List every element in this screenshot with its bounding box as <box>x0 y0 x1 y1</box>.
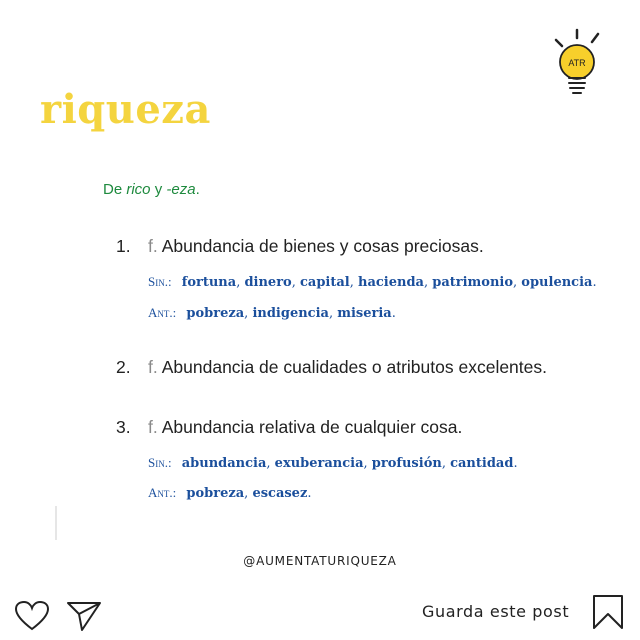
synonym-link[interactable]: abundancia <box>181 456 267 471</box>
etymology-prefix: De <box>103 181 123 198</box>
etymology-suffix-link[interactable]: -eza <box>166 181 196 198</box>
synonym-link[interactable]: hacienda <box>358 275 424 290</box>
grammar-tag: f. <box>148 417 158 437</box>
bookmark-icon[interactable] <box>592 594 624 630</box>
heart-icon[interactable] <box>14 600 50 632</box>
lightbulb-icon <box>550 26 606 98</box>
synonym-link[interactable]: capital <box>300 275 350 290</box>
synonyms-3: Sin.: abundancia, exuberancia, profusión, cantidad. <box>148 455 518 471</box>
antonyms-3: Ant.: pobreza, escasez. <box>148 485 312 501</box>
etymology-joiner: y <box>154 181 163 198</box>
synonym-link[interactable]: opulencia <box>521 275 593 290</box>
antonyms-label: Ant.: <box>148 485 177 500</box>
etymology-base-link[interactable]: rico <box>126 181 151 198</box>
antonym-link[interactable]: indigencia <box>252 306 329 321</box>
definition-1 <box>116 236 484 257</box>
synonym-link[interactable]: exuberancia <box>274 456 364 471</box>
faint-divider <box>55 506 57 540</box>
grammar-tag: f. <box>148 236 158 256</box>
definition-text: Abundancia de cualidades o atributos excelentes. <box>161 357 547 377</box>
synonyms-label: Sin.: <box>148 455 172 470</box>
synonyms-1: Sin.: fortuna, dinero, capital, hacienda, patrimonio, opulencia. <box>148 274 597 290</box>
synonym-link[interactable]: fortuna <box>181 275 237 290</box>
synonym-link[interactable]: cantidad <box>450 456 514 471</box>
definition-number: 2. <box>116 357 131 377</box>
antonyms-1: Ant.: pobreza, indigencia, miseria. <box>148 305 396 321</box>
antonym-link[interactable]: pobreza <box>186 306 245 321</box>
grammar-tag: f. <box>148 357 158 377</box>
definition-3 <box>116 417 462 438</box>
antonym-link[interactable]: miseria <box>337 306 392 321</box>
definition-text: Abundancia relativa de cualquier cosa. <box>161 417 463 437</box>
antonyms-label: Ant.: <box>148 305 177 320</box>
account-handle: @AUMENTATURIQUEZA <box>243 554 397 568</box>
definition-number: 1. <box>116 236 131 256</box>
definition-2 <box>116 357 547 378</box>
etymology-end: . <box>195 181 200 198</box>
definition-number: 3. <box>116 417 131 437</box>
etymology <box>103 181 200 198</box>
definition-text: Abundancia de bienes y cosas preciosas. <box>161 236 484 256</box>
save-post-label: Guarda este post <box>422 602 570 621</box>
send-icon[interactable] <box>66 600 102 632</box>
synonym-link[interactable]: profusión <box>371 456 442 471</box>
logo-text: ATR <box>568 58 586 68</box>
lightbulb-logo <box>550 26 606 98</box>
synonym-link[interactable]: dinero <box>244 275 292 290</box>
word-title: riqueza <box>40 86 211 133</box>
synonyms-label: Sin.: <box>148 274 172 289</box>
antonym-link[interactable]: escasez <box>252 486 308 501</box>
antonym-link[interactable]: pobreza <box>186 486 245 501</box>
synonym-link[interactable]: patrimonio <box>432 275 514 290</box>
